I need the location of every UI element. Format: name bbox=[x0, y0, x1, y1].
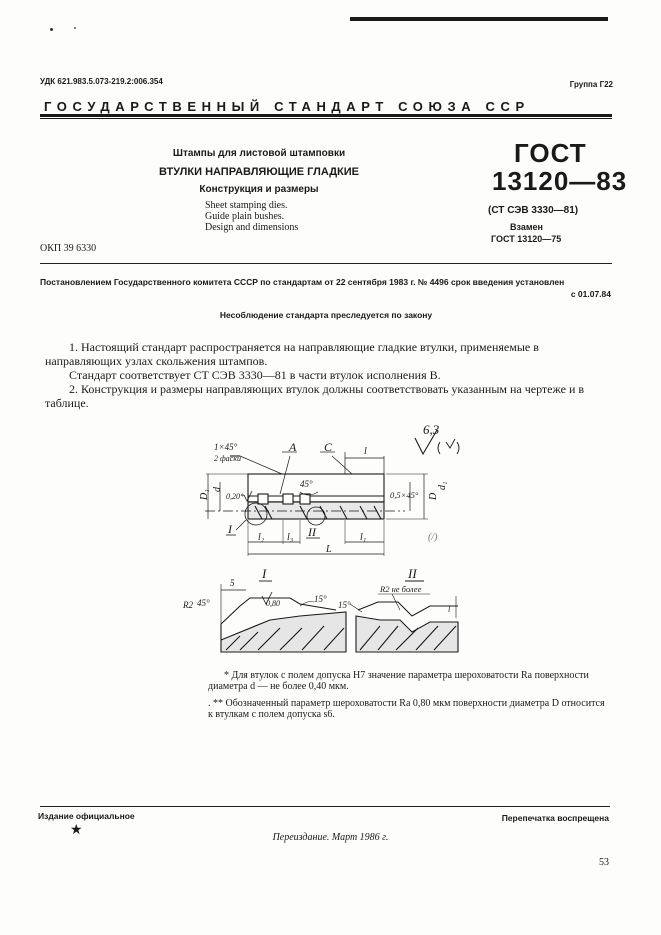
detail-I-title: I bbox=[262, 566, 267, 581]
label-l3: l₃ bbox=[287, 532, 294, 543]
label-l1: l₁ bbox=[360, 532, 367, 543]
detail-II-profile bbox=[358, 602, 458, 616]
detail-roughness-080: 0,80 bbox=[266, 599, 280, 608]
reprint-prohibited: Перепечатка воспрещена bbox=[501, 813, 609, 823]
detail-dim-5: 5 bbox=[230, 578, 235, 588]
label-D1: D₁ bbox=[199, 489, 210, 500]
detail-r2-not-more: R2 не более bbox=[380, 584, 422, 594]
chamfer-right: 0,5×45° bbox=[390, 490, 419, 500]
official-edition: Издание официальное bbox=[38, 811, 135, 821]
title-en-1: Sheet stamping dies. bbox=[205, 200, 288, 211]
paragraph-2: Стандарт соответствует СТ СЭВ 3330—81 в части втулок исполнения В. bbox=[69, 368, 441, 382]
label-C: С bbox=[324, 440, 333, 454]
view-marker-I: I bbox=[228, 522, 232, 536]
replaces-label: Взамен bbox=[510, 222, 543, 232]
star-mark: ★ bbox=[70, 823, 83, 838]
group-code: Группа Г22 bbox=[569, 80, 613, 89]
decree-text: Постановлением Государственного комитета СССР по стандартам от 22 сентября 1983 г. № 4496 срок введения установлен bbox=[40, 277, 565, 287]
footnote-1: * Для втулок с полем допуска H7 значение параметра шероховатости Ra поверхности диаметра d — не более 0,40 мкм. bbox=[208, 670, 589, 692]
chamfer-left: 1×45° bbox=[214, 442, 238, 452]
title-line-1: Штампы для листовой штамповки bbox=[172, 148, 346, 159]
sev-reference: (СТ СЭВ 3330—81) bbox=[488, 205, 579, 216]
label-l2: l₂ bbox=[258, 532, 265, 543]
detail-angle-left: 45° bbox=[197, 598, 210, 608]
label-d1: d₁ bbox=[437, 481, 448, 490]
detail-II-l: l bbox=[448, 605, 451, 614]
detail-II-title: II bbox=[408, 566, 417, 581]
view-marker-II: II bbox=[308, 525, 316, 539]
state-standard-heading: ГОСУДАРСТВЕННЫЙ СТАНДАРТ СОЮЗА ССР bbox=[44, 99, 530, 114]
label-L: L bbox=[326, 544, 332, 555]
label-D: D bbox=[428, 492, 439, 500]
page-number: 53 bbox=[599, 857, 609, 868]
decree-date: с 01.07.84 bbox=[570, 289, 611, 299]
roughness-check-icon bbox=[438, 439, 459, 454]
replaced-standard: ГОСТ 13120—75 bbox=[491, 234, 562, 244]
label-A: А bbox=[289, 440, 297, 454]
footer-separator bbox=[40, 806, 610, 807]
title-en-2: Guide plain bushes. bbox=[205, 211, 285, 222]
detail-r2: R2 bbox=[183, 600, 193, 610]
paragraph-1: 1. Настоящий стандарт распространяется на направляющие гладкие втулки, применяемые в направляющих узлах скольжения штампов. bbox=[45, 340, 539, 368]
okp-code: ОКП 39 6330 bbox=[40, 243, 97, 254]
title-line-3: Конструкция и размеры bbox=[199, 184, 319, 195]
detail-angle-15: 15° bbox=[314, 594, 327, 604]
gost-number: 13120—83 bbox=[492, 166, 628, 196]
svg-text:(/): (/) bbox=[428, 532, 438, 543]
title-line-2: ВТУЛКИ НАПРАВЛЯЮЩИЕ ГЛАДКИЕ bbox=[159, 166, 359, 178]
detail-II-section bbox=[356, 616, 458, 652]
note-two-chamfers: 2 фаски bbox=[214, 454, 241, 463]
reissue-note: Переиздание. Март 1986 г. bbox=[272, 832, 389, 843]
label-l: l bbox=[364, 446, 367, 457]
gost-label: ГОСТ bbox=[514, 138, 587, 168]
udk-code: УДК 621.983.5.073-219.2:006.354 bbox=[40, 77, 163, 86]
angle-45: 45° bbox=[300, 479, 313, 489]
penalty-notice: Несоблюдение стандарта преследуется по закону bbox=[219, 310, 433, 320]
footnote-2: . ** Обозначенный параметр шероховатости Ra 0,80 мкм поверхности диаметра D относится к втулкам с полем допуска s6. bbox=[208, 698, 605, 720]
detail-II-angle-15: 15° bbox=[338, 600, 351, 610]
roughness-0-20: 0,20* bbox=[226, 492, 244, 501]
title-en-3: Design and dimensions bbox=[205, 222, 299, 233]
paragraph-3: 2. Конструкция и размеры направляющих втулок должны соответствовать указанным на чертеже и в таблице. bbox=[45, 382, 585, 410]
label-d: d bbox=[212, 487, 223, 492]
roughness-value: 6,3 bbox=[423, 422, 440, 437]
